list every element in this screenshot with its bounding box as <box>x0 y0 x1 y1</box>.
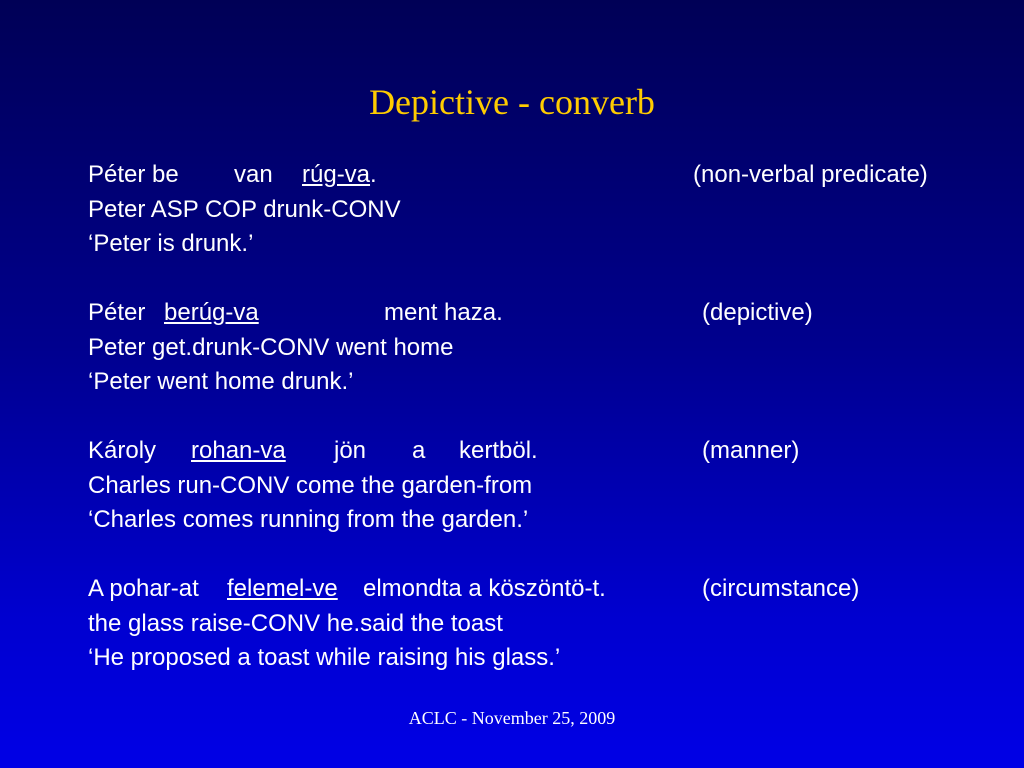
slide-title: Depictive - converb <box>369 82 655 122</box>
construction-label: (manner) <box>702 437 800 464</box>
source-word: Károly <box>88 437 157 464</box>
source-line <box>88 572 988 607</box>
construction-label: (non-verbal predicate) <box>693 161 928 188</box>
converb-word: berúg-va <box>164 299 259 326</box>
gloss-line: Peter ASP COP drunk-CONV <box>88 195 401 223</box>
source-line <box>88 434 988 469</box>
source-word: Péter be <box>88 161 179 188</box>
converb-word: rohan-va <box>191 437 286 464</box>
source-punctuation: . <box>370 161 377 188</box>
translation-line: ‘He proposed a toast while raising his glass.’ <box>88 644 561 671</box>
construction-label: (circumstance) <box>702 575 860 602</box>
translation-line: ‘Peter went home drunk.’ <box>88 368 354 395</box>
gloss-line: Peter get.drunk-CONV went home <box>88 333 454 361</box>
source-word: elmondta a köszöntö-t. <box>363 575 606 602</box>
source-word: A pohar-at <box>88 575 199 602</box>
source-word: Péter <box>88 299 146 326</box>
translation-line: ‘Peter is drunk.’ <box>88 230 254 257</box>
example-manner <box>88 434 988 538</box>
examples-list <box>88 158 988 710</box>
source-word: kertböl. <box>459 437 538 464</box>
translation-line: ‘Charles comes running from the garden.’ <box>88 506 529 533</box>
gloss-line: Charles run-CONV come the garden-from <box>88 471 533 499</box>
source-word: jön <box>334 437 367 464</box>
example-circumstance <box>88 572 988 676</box>
construction-label: (depictive) <box>702 299 813 326</box>
source-word: van <box>234 161 273 188</box>
source-word-group <box>302 158 377 193</box>
source-word: a <box>412 437 426 464</box>
gloss-line: the glass raise-CONV he.said the toast <box>88 609 503 637</box>
example-non-verbal-predicate <box>88 158 988 262</box>
converb-word: felemel-ve <box>227 575 338 602</box>
source-word: ment haza. <box>384 299 503 326</box>
source-line <box>88 296 988 331</box>
converb-word: rúg-va <box>302 161 371 188</box>
slide-footer: ACLC - November 25, 2009 <box>408 708 616 728</box>
source-line <box>88 158 988 193</box>
example-depictive <box>88 296 988 400</box>
